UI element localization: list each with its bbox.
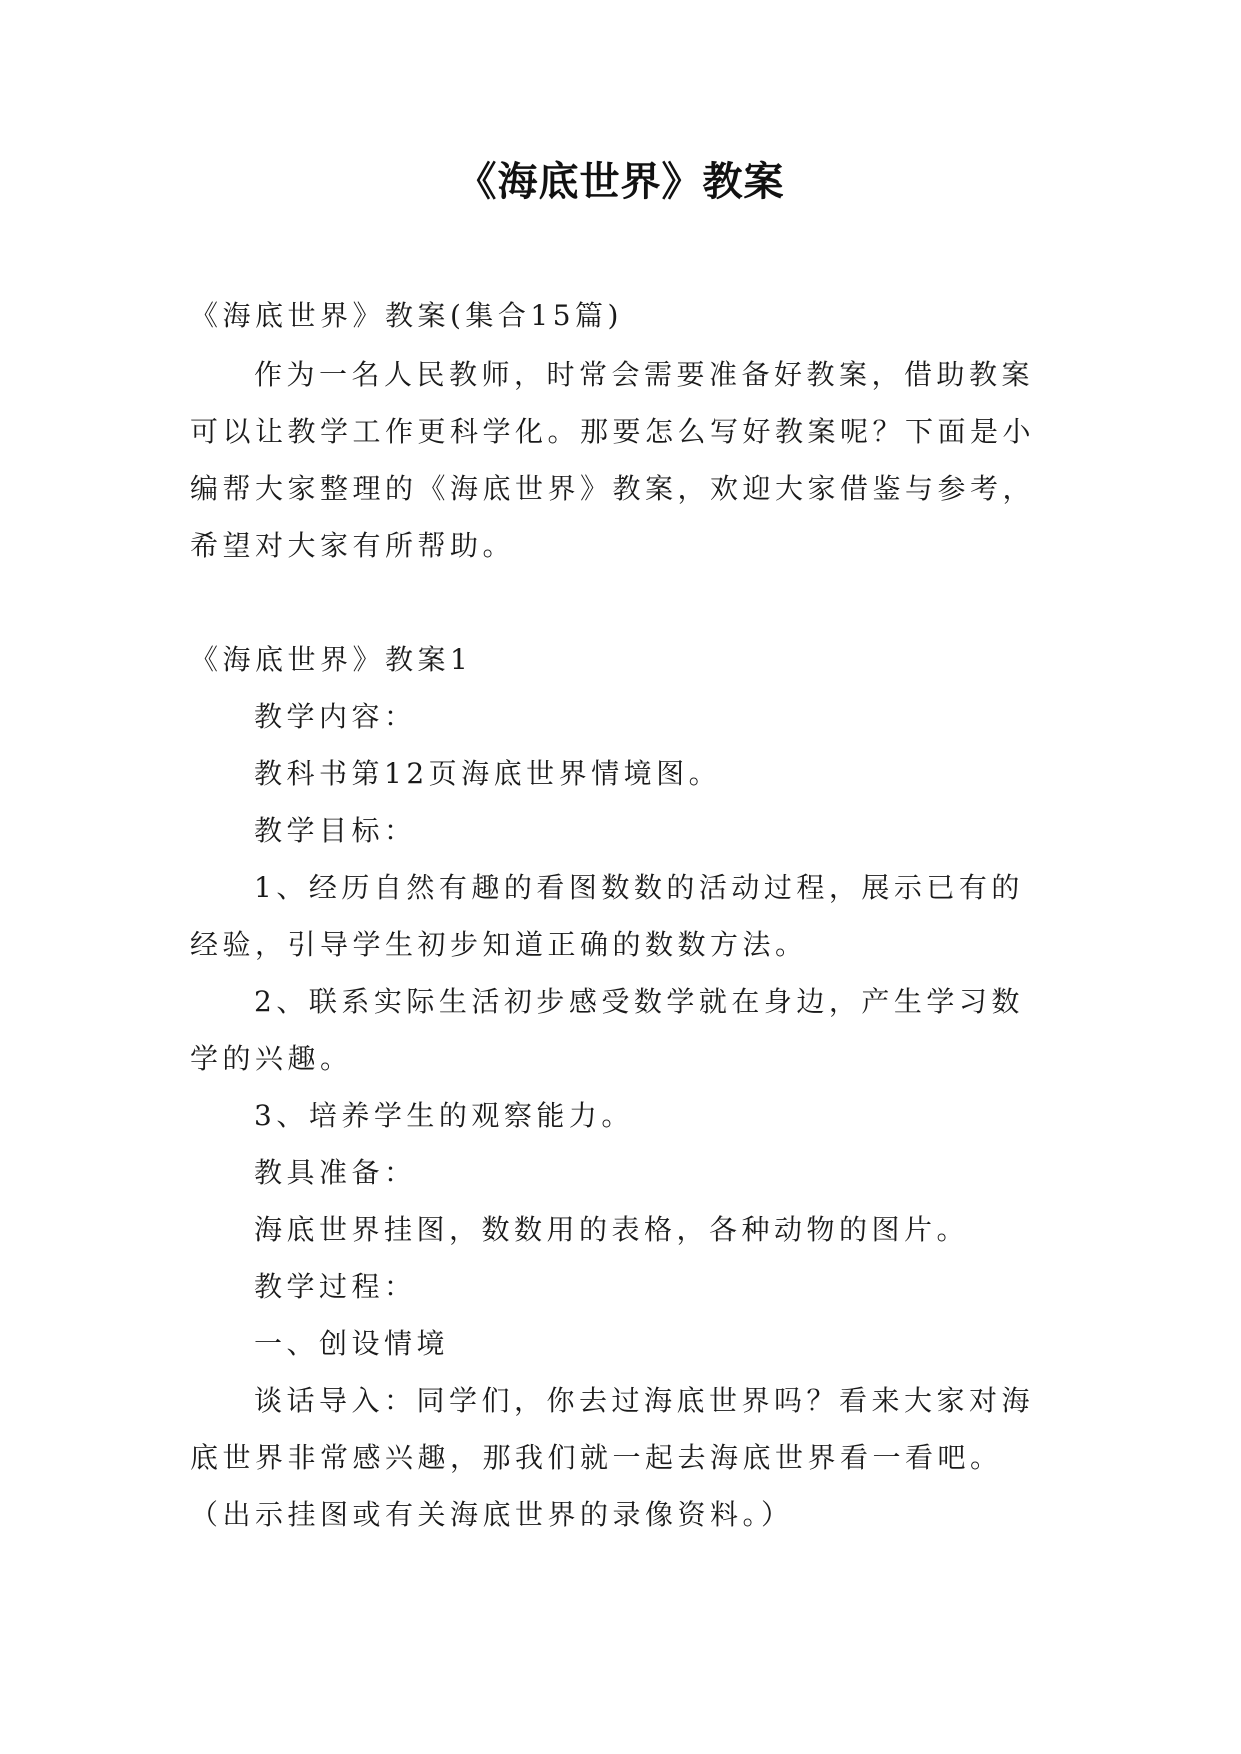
goals-label: 教学目标： <box>254 814 417 847</box>
aids-label: 教具准备： <box>254 1156 417 1189</box>
goal-2-line-1: 2、联系实际生活初步感受数学就在身边，产生学习数 <box>254 985 1024 1018</box>
step-1-line-1: 谈话导入：同学们，你去过海底世界吗？看来大家对海 <box>254 1384 1035 1417</box>
intro-line-2: 可以让教学工作更科学化。那要怎么写好教案呢？下面是小 <box>190 415 1036 448</box>
content-label: 教学内容： <box>254 700 417 733</box>
intro-line-1: 作为一名人民教师，时常会需要准备好教案，借助教案 <box>254 358 1035 391</box>
section-heading: 《海底世界》教案1 <box>190 643 473 676</box>
intro-line-3: 编帮大家整理的《海底世界》教案，欢迎大家借鉴与参考， <box>190 472 1036 505</box>
aids-text: 海底世界挂图，数数用的表格，各种动物的图片。 <box>254 1213 970 1246</box>
process-label: 教学过程： <box>254 1270 417 1303</box>
goal-1-line-2: 经验，引导学生初步知道正确的数数方法。 <box>190 928 808 961</box>
step-1-line-2: 底世界非常感兴趣，那我们就一起去海底世界看一看吧。 <box>190 1441 1003 1474</box>
content-text: 教科书第12页海底世界情境图。 <box>254 757 722 790</box>
collection-subtitle: 《海底世界》教案(集合15篇) <box>190 299 623 332</box>
step-1-heading: 一、创设情境 <box>254 1327 450 1360</box>
intro-line-4: 希望对大家有所帮助。 <box>190 529 516 562</box>
step-1-line-3: （出示挂图或有关海底世界的录像资料。） <box>190 1498 794 1531</box>
goal-3: 3、培养学生的观察能力。 <box>254 1099 634 1132</box>
document-title: 《海底世界》教案 <box>456 159 785 205</box>
goal-2-line-2: 学的兴趣。 <box>190 1042 353 1075</box>
goal-1-line-1: 1、经历自然有趣的看图数数的活动过程，展示已有的 <box>254 871 1024 904</box>
